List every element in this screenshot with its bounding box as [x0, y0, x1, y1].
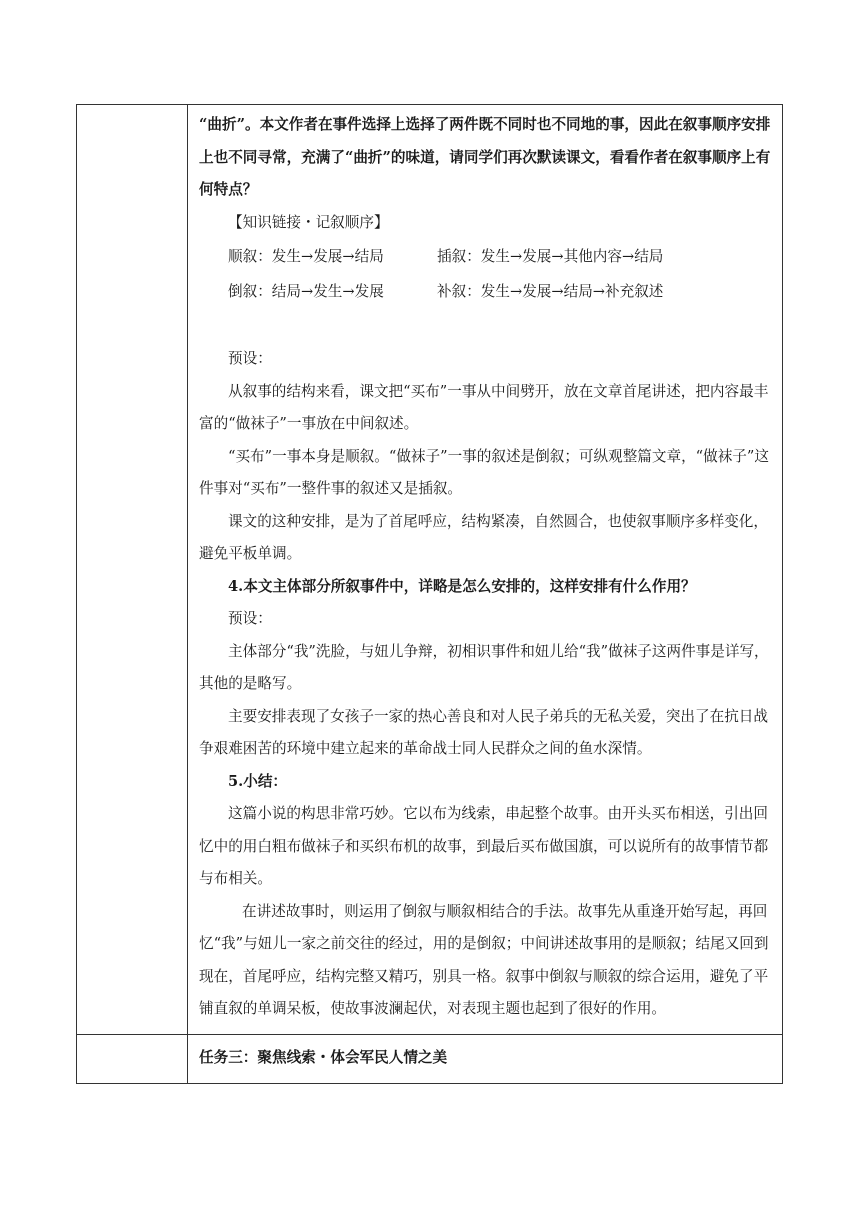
content-row — [77, 105, 783, 1035]
preset-label: 预设： — [228, 610, 272, 627]
sequence-row — [199, 274, 772, 309]
paragraph: 主体部分“我”洗脸，与妞儿争辩，初相识事件和妞儿给“我”做袜子这两件事是详写，其他的是略写。 — [199, 642, 769, 692]
task-row — [77, 1034, 783, 1084]
preset-label: 预设： — [228, 350, 272, 367]
paragraph: 这篇小说的构思非常巧妙。它以布为线索，串起整个故事。由开头买布相送，引出回忆中的用白粗布做袜子和买织布机的故事，到最后买布做国旗，可以说所有的故事情节都与布相关。 — [199, 805, 769, 887]
sequence-item: 插叙：发生→发展→其他内容→结局 — [437, 248, 664, 265]
left-column-cell — [77, 105, 188, 1035]
paragraph: 从叙事的结构来看，课文把“买布”一事从中间劈开，放在文章首尾讲述，把内容最丰富的“做袜子”一事放在中间叙述。 — [199, 382, 769, 432]
sequence-row — [199, 239, 772, 274]
sequence-item: 顺叙：发生→发展→结局 — [228, 248, 384, 265]
intro-question: “曲折”。本文作者在事件选择上选择了两件既不同时也不同地的事，因此在叙事顺序安排上也不同寻常，充满了“曲折”的味道，请同学们再次默读课文，看看作者在叙事顺序上有何特点？ — [199, 116, 771, 198]
content-cell — [188, 105, 783, 1035]
lesson-table — [76, 104, 783, 1084]
paragraph: 在讲述故事时，则运用了倒叙与顺叙相结合的手法。故事先从重逢开始写起，再回忆“我”与妞儿一家之前交往的经过，用的是倒叙；中间讲述故事用的是顺叙；结尾又回到现在，首尾呼应，结构完整又精巧，别具一格。叙事中倒叙与顺叙的综合运用，避免了平铺直叙的单调呆板，使故事波澜起伏，对表现主题也起到了很好的作用。 — [199, 902, 769, 1017]
spacer — [199, 309, 772, 343]
task-cell — [188, 1034, 783, 1084]
paragraph: 课文的这种安排，是为了首尾呼应，结构紧凑，自然圆合，也使叙事顺序多样变化，避免平板单调。 — [199, 512, 768, 562]
paragraph: 主要安排表现了女孩子一家的热心善良和对人民子弟兵的无私关爱，突出了在抗日战争艰难困苦的环境中建立起来的革命战士同人民群众之间的鱼水深情。 — [199, 707, 768, 757]
task-three-heading: 任务三：聚焦线索・体会军民人情之美 — [199, 1048, 448, 1066]
sequence-item: 补叙：发生→发展→结局→补充叙述 — [437, 283, 664, 300]
question-5: 5.小结： — [228, 772, 288, 790]
question-4: 4.本文主体部分所叙事件中，详略是怎么安排的，这样安排有什么作用？ — [228, 577, 696, 595]
sequence-item: 倒叙：结局→发生→发展 — [228, 283, 384, 300]
left-column-cell — [77, 1034, 188, 1084]
knowledge-link-title: 【知识链接・记叙顺序】 — [228, 213, 389, 231]
paragraph: “买布”一事本身是顺叙。“做袜子”一事的叙述是倒叙；可纵观整篇文章，“做袜子”这件事对“买布”一整件事的叙述又是插叙。 — [199, 447, 769, 497]
